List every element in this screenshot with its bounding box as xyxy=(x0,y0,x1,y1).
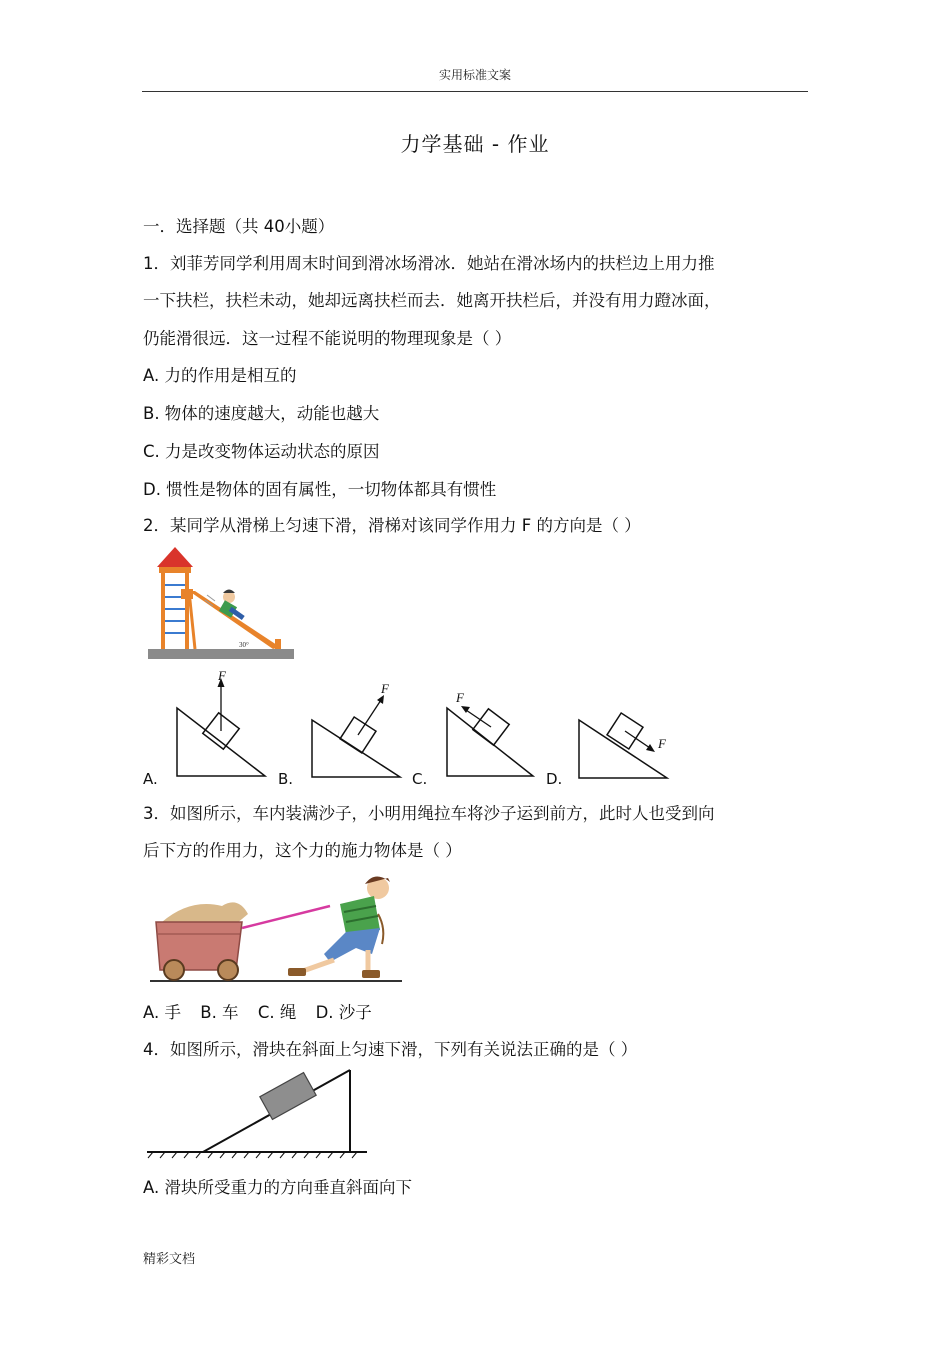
q3-text-line-1: 3．如图所示，车内装满沙子，小明用绳拉车将沙子运到前方，此时人也受到向 xyxy=(143,804,715,823)
q3-option-c: C. 绳 xyxy=(257,1003,297,1022)
q1-option-c: C. 力是改变物体运动状态的原因 xyxy=(143,442,380,461)
q3-options xyxy=(143,999,386,1023)
q3-option-a: A. 手 xyxy=(143,1003,181,1022)
q2-option-b-diagram xyxy=(307,680,407,780)
page-header: 实用标准文案 xyxy=(438,68,511,82)
q2-option-c-label: C. xyxy=(412,770,428,788)
q4-option-a: A. 滑块所受重力的方向垂直斜面向下 xyxy=(143,1178,412,1197)
q2-option-b-label: B. xyxy=(278,770,294,788)
force-label-d: F xyxy=(658,736,666,751)
q4-text: 4．如图所示，滑块在斜面上匀速下滑，下列有关说法正确的是（ ） xyxy=(143,1040,638,1059)
q2-option-a-diagram xyxy=(172,668,272,780)
q1-option-a: A. 力的作用是相互的 xyxy=(143,366,297,385)
force-label-c: F xyxy=(456,690,464,705)
cart-pulling-illustration xyxy=(150,870,410,985)
header-divider xyxy=(142,91,808,92)
slide-angle-label: 30° xyxy=(239,641,249,649)
q3-option-b: B. 车 xyxy=(200,1003,239,1022)
q2-option-c-diagram xyxy=(442,690,542,780)
q3-option-d: D. 沙子 xyxy=(315,1003,372,1022)
q1-option-d: D. 惯性是物体的固有属性，一切物体都具有惯性 xyxy=(143,480,497,499)
incline-block-illustration xyxy=(145,1065,375,1160)
q2-option-a-label: A. xyxy=(143,770,158,788)
q2-option-d-diagram xyxy=(574,700,684,780)
q1-option-b: B. 物体的速度越大，动能也越大 xyxy=(143,404,380,423)
document-title: 力学基础 - 作业 xyxy=(400,132,550,156)
slide-illustration xyxy=(145,545,297,663)
page-footer: 精彩文档 xyxy=(143,1252,196,1267)
force-label-b: F xyxy=(381,681,389,696)
q2-text: 2．某同学从滑梯上匀速下滑，滑梯对该同学作用力 F 的方向是（ ） xyxy=(143,516,641,535)
q3-text-line-2: 后下方的作用力，这个力的施力物体是（ ） xyxy=(143,841,462,860)
force-label-a: F xyxy=(218,668,226,683)
section-heading: 一．选择题（共 40小题） xyxy=(143,217,335,236)
q1-text-line-1: 1．刘菲芳同学利用周末时间到滑冰场滑冰．她站在滑冰场内的扶栏边上用力推 xyxy=(143,254,715,273)
q2-option-d-label: D. xyxy=(546,770,563,788)
q1-text-line-3: 仍能滑很远．这一过程不能说明的物理现象是（ ） xyxy=(143,329,512,348)
q1-text-line-2: 一下扶栏，扶栏未动，她却远离扶栏而去．她离开扶栏后，并没有用力蹬冰面， xyxy=(143,291,721,310)
